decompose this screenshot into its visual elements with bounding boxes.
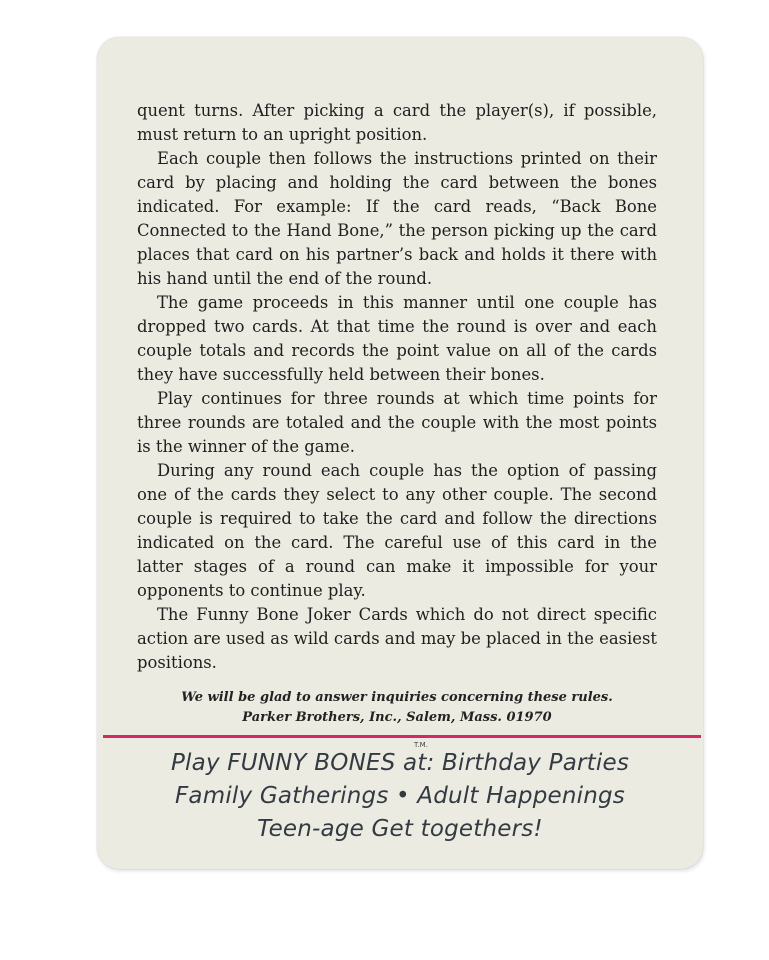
rules-paragraph: During any round each couple has the option of passing one of the cards they select to any other couple. The second couple is required to take the card and follow the directions indicated on the card. The careful use of this card in the latter stages of a round can make it impossible for your opponents to continue play. xyxy=(137,461,657,600)
promo-line: Family Gatherings • Adult Happenings xyxy=(175,783,625,809)
rules-paragraph: quent turns. After picking a card the player(s), if possible, must return to an upright position. xyxy=(137,101,657,144)
rules-paragraph: The Funny Bone Joker Cards which do not direct specific action are used as wild cards and may be placed in the easiest positions. xyxy=(137,605,658,672)
promo-line: Teen-age Get togethers! xyxy=(257,816,543,842)
divider-line xyxy=(103,735,701,738)
publisher-address: Parker Brothers, Inc., Salem, Mass. 01970 xyxy=(242,710,552,725)
rules-paragraph: The game proceeds in this manner until one couple has dropped two cards. At that time the round is over and each couple totals and records the point value on all of the cards they have successfully held between their bones. xyxy=(137,293,657,384)
trademark-mark: T.M. xyxy=(414,741,428,749)
rules-paragraph: Each couple then follows the instructions printed on their card by placing and holding the card between the bones indicated. For example: If the card reads, “Back Bone Connected to the Hand Bone,” the person picking up the card places that card on his partner’s back and holds it there with his hand until the end of the round. xyxy=(137,149,657,288)
inquiry-note: We will be glad to answer inquiries concerning these rules. xyxy=(181,690,613,705)
rules-text xyxy=(137,99,657,675)
promo-line: Play FUNNY BONES at: Birthday Parties xyxy=(170,750,629,776)
rules-paragraph: Play continues for three rounds at which time points for three rounds are totaled and the couple with the most points is the winner of the game. xyxy=(137,389,657,456)
rules-card xyxy=(97,37,703,869)
